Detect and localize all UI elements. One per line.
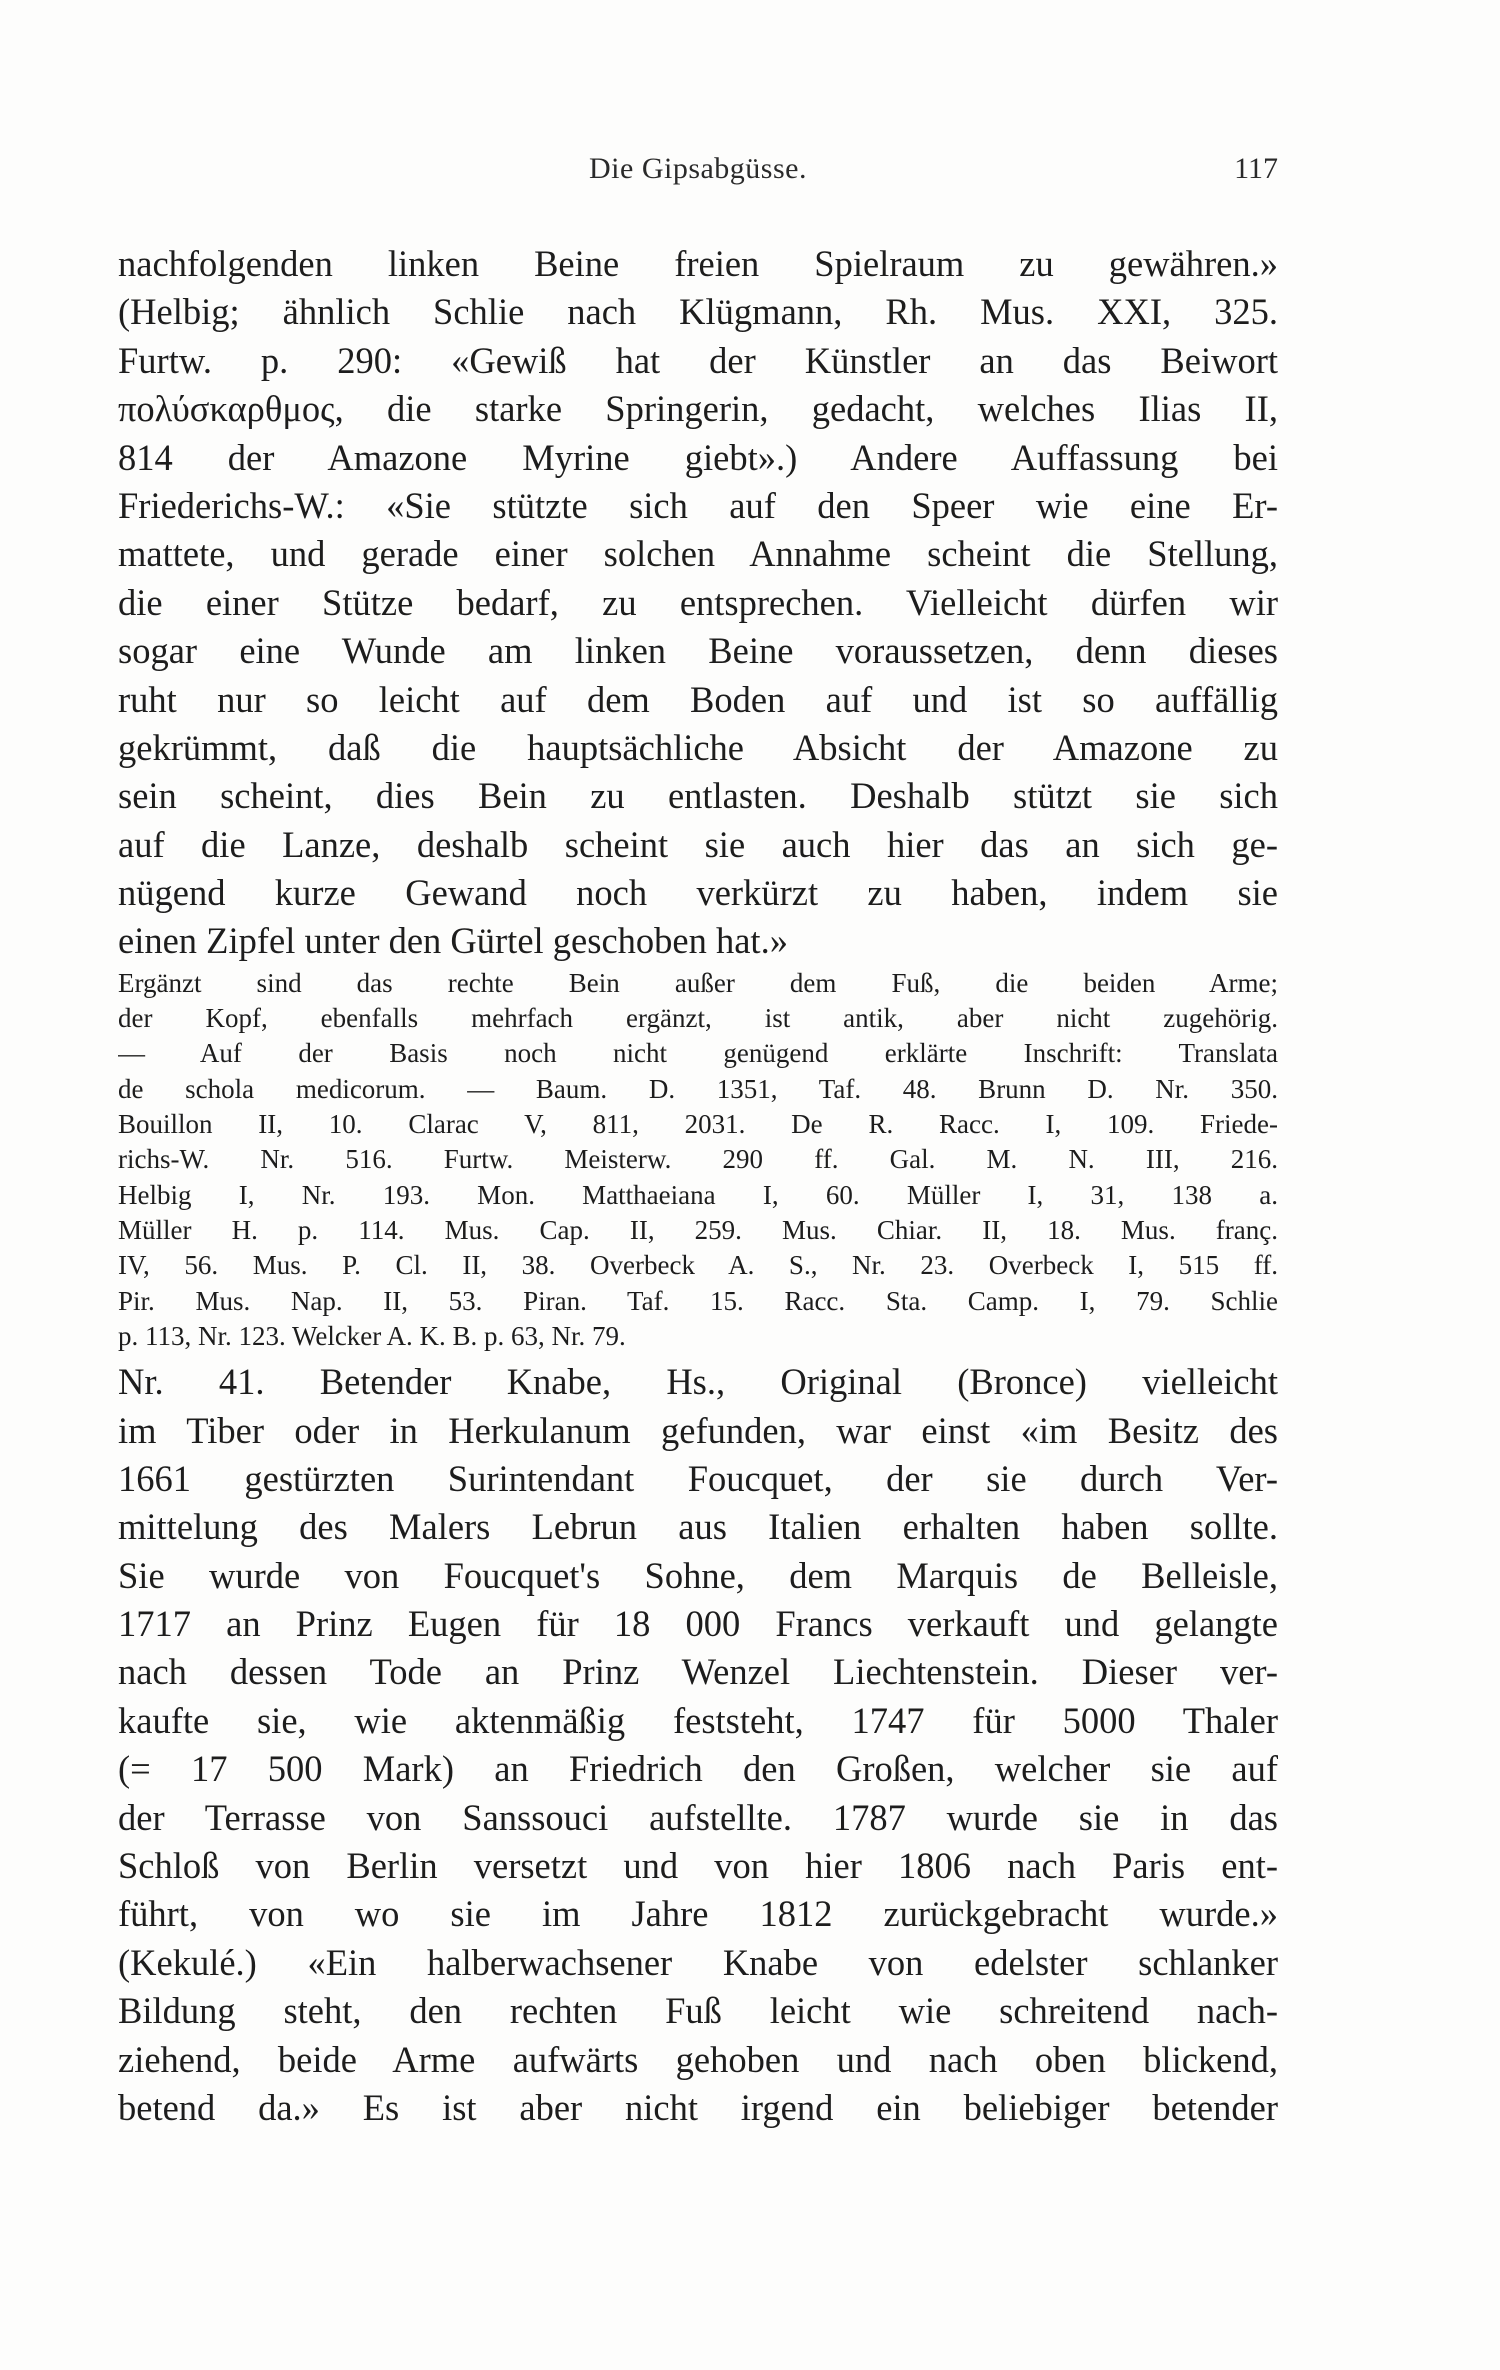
text-line: ruht nur so leicht auf dem Boden auf und ist so auffällig — [118, 678, 1278, 720]
text-line: kaufte sie, wie aktenmäßig feststeht, 1747 für 5000 Thaler — [118, 1699, 1278, 1741]
text-line: 814 der Amazone Myrine giebt».) Andere Auffassung bei — [118, 436, 1278, 478]
note-line: Müller H. p. 114. Mus. Cap. II, 259. Mus. Chiar. II, 18. Mus. franç. — [118, 1214, 1278, 1245]
page-number: 117 — [1234, 152, 1278, 185]
text-line: 1717 an Prinz Eugen für 18 000 Francs verkauft und gelangte — [118, 1603, 1278, 1645]
note-line: richs-W. Nr. 516. Furtw. Meisterw. 290 ff. Gal. M. N. III, 216. — [118, 1144, 1278, 1175]
note-line: — Auf der Basis noch nicht genügend erklärte Inschrift: Translata — [118, 1038, 1278, 1069]
text-line: nügend kurze Gewand noch verkürzt zu haben, indem sie — [118, 872, 1278, 914]
entry-nr-41 — [118, 1358, 1278, 2132]
text-line: nach dessen Tode an Prinz Wenzel Liechtenstein. Dieser ver- — [118, 1651, 1278, 1693]
reference-notes — [118, 966, 1278, 1354]
text-line: nachfolgenden linken Beine freien Spielraum zu gewähren.» — [118, 243, 1278, 284]
text-line: führt, von wo sie im Jahre 1812 zurückgebracht wurde.» — [118, 1893, 1278, 1935]
text-line: Sie wurde von Foucquet's Sohne, dem Marquis de Belleisle, — [118, 1554, 1278, 1596]
note-line: Helbig I, Nr. 193. Mon. Matthaeiana I, 60. Müller I, 31, 138 a. — [118, 1179, 1278, 1210]
text-line: Nr. 41. Betender Knabe, Hs., Original (Bronce) vielleicht — [118, 1361, 1278, 1403]
note-line: der Kopf, ebenfalls mehrfach ergänzt, ist antik, aber nicht zugehörig. — [118, 1003, 1278, 1034]
running-head — [118, 152, 1278, 196]
text-line: im Tiber oder in Herkulanum gefunden, war einst «im Besitz des — [118, 1409, 1278, 1451]
text-line: (Kekulé.) «Ein halberwachsener Knabe von edelster schlanker — [118, 1941, 1278, 1983]
note-line: Ergänzt sind das rechte Bein außer dem Fuß, die beiden Arme; — [118, 967, 1278, 998]
note-line: Pir. Mus. Nap. II, 53. Piran. Taf. 15. Racc. Sta. Camp. I, 79. Schlie — [118, 1285, 1278, 1316]
note-line: de schola medicorum. — Baum. D. 1351, Taf. 48. Brunn D. Nr. 350. — [118, 1073, 1278, 1104]
text-line: Bildung steht, den rechten Fuß leicht wie schreitend nach- — [118, 1990, 1278, 2032]
text-line: sogar eine Wunde am linken Beine voraussetzen, denn dieses — [118, 630, 1278, 672]
text-line: Furtw. p. 290: «Gewiß hat der Künstler an das Beiwort — [118, 339, 1278, 381]
text-line: betend da.» Es ist aber nicht irgend ein beliebiger betender — [118, 2086, 1278, 2128]
text-line: einen Zipfel unter den Gürtel geschoben hat.» — [118, 920, 788, 962]
text-line: Schloß von Berlin versetzt und von hier 1806 nach Paris ent- — [118, 1845, 1278, 1887]
main-text — [118, 240, 1278, 2132]
text-line: πολύσκαρθμος, die starke Springerin, gedacht, welches Ilias II, — [118, 388, 1278, 430]
note-line: p. 113, Nr. 123. Welcker A. K. B. p. 63, Nr. 79. — [118, 1320, 626, 1351]
text-line: Friederichs-W.: «Sie stützte sich auf den Speer wie eine Er- — [118, 484, 1278, 526]
text-line: gekrümmt, daß die hauptsächliche Absicht der Amazone zu — [118, 726, 1278, 768]
quote-paragraph — [118, 240, 1278, 966]
note-line: Bouillon II, 10. Clarac V, 811, 2031. De R. Racc. I, 109. Friede- — [118, 1109, 1278, 1140]
running-head-title: Die Gipsabgüsse. — [589, 152, 807, 185]
text-line: ziehend, beide Arme aufwärts gehoben und nach oben blickend, — [118, 2038, 1278, 2080]
text-line: mittelung des Malers Lebrun aus Italien erhalten haben sollte. — [118, 1506, 1278, 1548]
text-line: 1661 gestürzten Surintendant Foucquet, der sie durch Ver- — [118, 1457, 1278, 1499]
text-line: (Helbig; ähnlich Schlie nach Klügmann, Rh. Mus. XXI, 325. — [118, 291, 1278, 333]
text-line: der Terrasse von Sanssouci aufstellte. 1787 wurde sie in das — [118, 1796, 1278, 1838]
text-line: sein scheint, dies Bein zu entlasten. Deshalb stützt sie sich — [118, 775, 1278, 817]
text-line: auf die Lanze, deshalb scheint sie auch hier das an sich ge- — [118, 823, 1278, 865]
text-line: die einer Stütze bedarf, zu entsprechen. Vielleicht dürfen wir — [118, 581, 1278, 623]
note-line: IV, 56. Mus. P. Cl. II, 38. Overbeck A. S., Nr. 23. Overbeck I, 515 ff. — [118, 1250, 1278, 1281]
text-line: mattete, und gerade einer solchen Annahme scheint die Stellung, — [118, 533, 1278, 575]
text-line: (= 17 500 Mark) an Friedrich den Großen, welcher sie auf — [118, 1748, 1278, 1790]
